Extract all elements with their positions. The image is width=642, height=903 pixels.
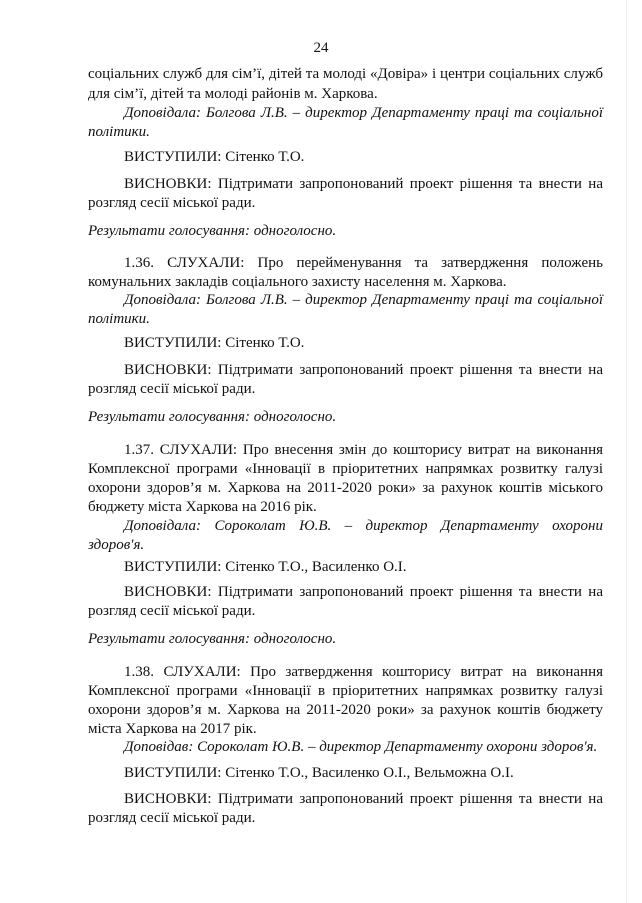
speakers-line: ВИСТУПИЛИ: Сітенко Т.О. xyxy=(124,335,305,351)
speaker-line: здоров'я. xyxy=(88,537,145,553)
vote-result: Результати голосування: одноголосно. xyxy=(88,631,337,647)
speaker-line: політики. xyxy=(88,124,150,140)
item-heading: 1.37. СЛУХАЛИ: Про внесення змін до кошторису витрат на виконання xyxy=(124,442,603,458)
conclusion-line: розгляд сесії міської ради. xyxy=(88,603,256,619)
conclusion-line: розгляд сесії міської ради. xyxy=(88,195,256,211)
conclusion-line: розгляд сесії міської ради. xyxy=(88,381,256,397)
conclusion-line: ВИСНОВКИ: Підтримати запропонований проект рішення та внести на xyxy=(124,362,603,378)
text-line: комунальних закладів соціального захисту населення м. Харкова. xyxy=(88,274,507,290)
conclusion-line: ВИСНОВКИ: Підтримати запропонований проект рішення та внести на xyxy=(124,584,603,600)
vote-result: Результати голосування: одноголосно. xyxy=(88,409,337,425)
speaker-line: Доповідала: Сороколат Ю.В. – директор Департаменту охорони xyxy=(124,518,603,534)
speakers-line: ВИСТУПИЛИ: Сітенко Т.О., Василенко О.І. xyxy=(124,559,407,575)
speakers-line: ВИСТУПИЛИ: Сітенко Т.О., Василенко О.І., Вельможна О.І. xyxy=(124,765,514,781)
text-line: Комплексної програми «Інновації в пріоритетних напрямках розвитку галузі xyxy=(88,683,603,699)
text-line: охорони здоров’я м. Харкова на 2011-2020 роки» за рахунок коштів бюджету xyxy=(88,702,603,718)
speaker-line: Доповідала: Болгова Л.В. – директор Департаменту праці та соціальної xyxy=(124,292,603,308)
conclusion-line: ВИСНОВКИ: Підтримати запропонований проект рішення та внести на xyxy=(124,176,603,192)
page-number: 24 xyxy=(313,40,329,56)
speaker-line: Доповідала: Болгова Л.В. – директор Департаменту праці та соціальної xyxy=(124,105,603,121)
scan-edge-line xyxy=(626,0,627,903)
speaker-line: політики. xyxy=(88,311,150,327)
text-line: соціальних служб для сім’ї, дітей та молоді «Довіра» і центри соціальних служб xyxy=(88,66,603,82)
item-heading: 1.38. СЛУХАЛИ: Про затвердження кошторису витрат на виконання xyxy=(124,664,603,680)
speakers-line: ВИСТУПИЛИ: Сітенко Т.О. xyxy=(124,149,305,165)
text-line: охорони здоров’я м. Харкова на 2011-2020 роки» за рахунок коштів міського xyxy=(88,480,603,496)
conclusion-line: розгляд сесії міської ради. xyxy=(88,810,256,826)
text-line: Комплексної програми «Інновації в пріоритетних напрямках розвитку галузі xyxy=(88,461,603,477)
conclusion-line: ВИСНОВКИ: Підтримати запропонований проект рішення та внести на xyxy=(124,791,603,807)
speaker-line: Доповідав: Сороколат Ю.В. – директор Департаменту охорони здоров'я. xyxy=(124,739,598,755)
item-heading: 1.36. СЛУХАЛИ: Про перейменування та затвердження положень xyxy=(124,255,603,271)
text-line: міста Харкова на 2017 рік. xyxy=(88,721,257,737)
text-line: для сім’ї, дітей та молоді районів м. Харкова. xyxy=(88,86,378,102)
vote-result: Результати голосування: одноголосно. xyxy=(88,223,337,239)
text-line: бюджету міста Харкова на 2016 рік. xyxy=(88,499,317,515)
